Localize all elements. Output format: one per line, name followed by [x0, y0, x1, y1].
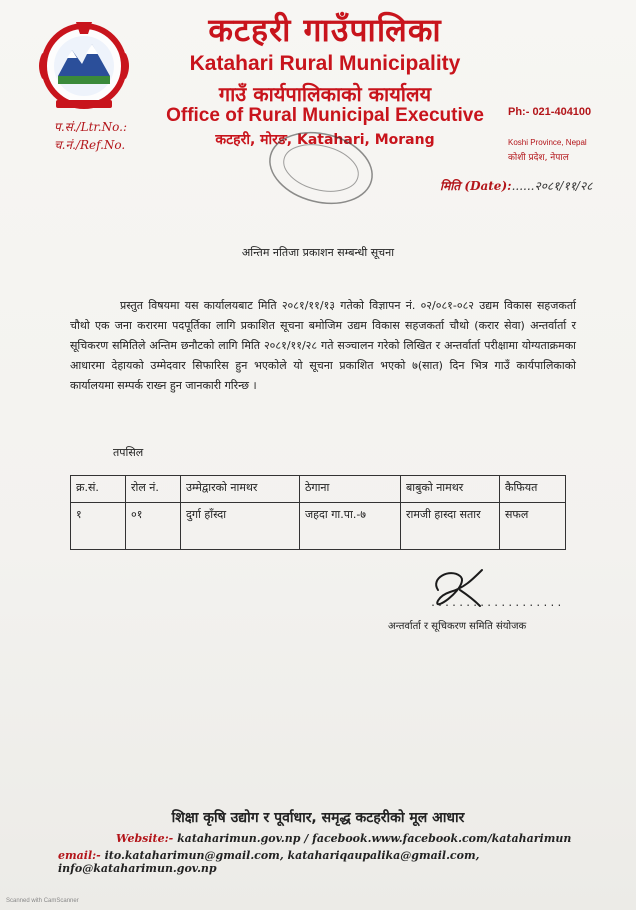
date-line — [440, 177, 592, 194]
footer-website — [116, 832, 636, 845]
candidate-table — [70, 475, 566, 550]
notice-body: प्रस्तुत विषयमा यस कार्यालयबाट मिति २०८१/११/१३ गतेको विज्ञापन नं. ०२/०८१-०८२ उद्यम विकास सहजकर्ता चौथो एक जना करारमा पदपूर्तिका लागि प्रकाशित सूचना बमोजिम उद्यम विकास सहजकर्ता चौथो (करार सेवा) अन्तर्वार्ता र सूचिकरण समितिले अन्तिम छनौटको लागि मिति २०८१/११/२८ गते सञ्चालन गरेको लिखित र अन्तर्वार्ता परीक्षामा योग्यताक्रमका आधारमा देहायको उम्मेदवार सिफारिस हुन भएकोले यो सूचना प्रकाशित भएको ७(सात) दिन भित्र गाउँ कार्यपालिकाको कार्यालयमा सम्पर्क राख्न हुन जानकारी गरिन्छ । — [70, 299, 576, 392]
col-serial: क्र.सं. — [71, 476, 126, 503]
notice-title: अन्तिम नतिजा प्रकाशन सम्बन्धी सूचना — [241, 246, 395, 259]
reference-block — [54, 118, 127, 154]
signature-line: ................... — [430, 598, 564, 609]
phone-number: Ph:- 021-404100 — [508, 106, 592, 118]
cell-address: जहदा गा.पा.-७ — [300, 503, 401, 550]
col-roll: रोल नं. — [126, 476, 181, 503]
reference-number-label: च.नं./Ref.No. — [54, 138, 126, 152]
footer-tagline: शिक्षा कृषि उद्योग र पूर्वाधार, समृद्ध कटहरीको मूल आधार — [171, 810, 465, 826]
province-nepali: कोशी प्रदेश, नेपाल — [508, 153, 569, 163]
office-stamp — [262, 128, 380, 208]
table-header-row — [71, 476, 566, 503]
scanner-watermark: Scanned with CamScanner — [6, 898, 79, 904]
col-address: ठेगाना — [300, 476, 401, 503]
details-label: तपसिल — [113, 446, 144, 459]
letter-number-label: प.सं./Ltr.No.: — [54, 120, 127, 134]
cell-roll: ०१ — [126, 503, 181, 550]
col-remarks: कैफियत — [500, 476, 566, 503]
municipality-name-nepali: कटहरी गाउँपालिका — [208, 11, 442, 49]
table-row — [71, 503, 566, 550]
signatory-title: अन्तर्वार्ता र सूचिकरण समिति संयोजक — [388, 621, 527, 632]
municipality-emblem — [36, 14, 132, 114]
municipality-name-english: Katahari Rural Municipality — [189, 52, 461, 75]
cell-candidate-name: दुर्गा हाँस्दा — [181, 503, 300, 550]
province-english: Koshi Province, Nepal — [508, 138, 587, 147]
cell-father-name: रामजी हास्दा सतार — [401, 503, 500, 550]
email-label: email:- — [58, 849, 101, 862]
website-label: Website:- — [116, 832, 174, 845]
footer-email — [58, 849, 636, 875]
website-value: kataharimun.gov.np / facebook.www.facebook.com/kataharimun — [173, 832, 572, 845]
date-label: मिति (Date): — [440, 179, 512, 193]
office-name-nepali: गाउँ कार्यपालिकाको कार्यालय — [218, 82, 432, 106]
office-address: कटहरी, मोरङ, Katahari, Morang — [215, 132, 435, 148]
col-candidate-name: उम्मेद्वारको नामथर — [181, 476, 300, 503]
cell-serial: १ — [71, 503, 126, 550]
date-value: ......२०८१/११/२८ — [511, 179, 593, 193]
cell-remarks: सफल — [500, 503, 566, 550]
handwritten-signature — [420, 560, 500, 620]
office-name-english: Office of Rural Municipal Executive — [166, 105, 484, 126]
email-value: ito.kataharimun@gmail.com, katahariqaupalika@gmail.com, info@kataharimun.gov.np — [58, 849, 480, 875]
col-father-name: बाबुको नामथर — [401, 476, 500, 503]
